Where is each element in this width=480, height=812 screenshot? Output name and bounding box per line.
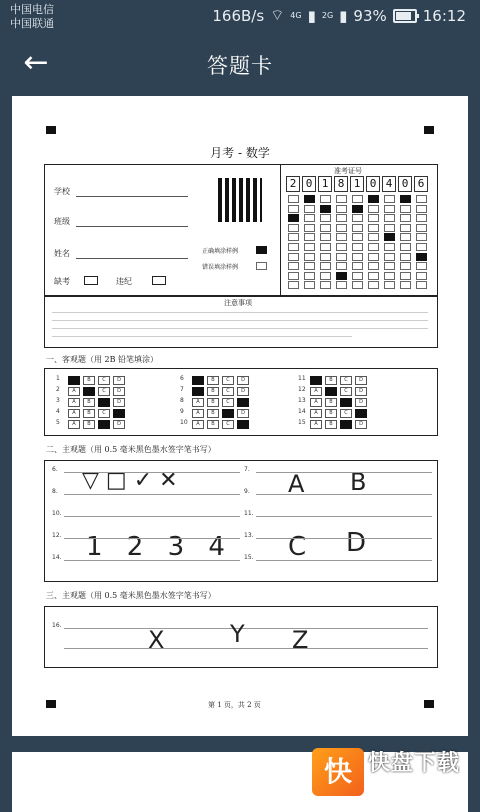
app-bar — [0, 36, 480, 92]
row-label: 10. — [52, 510, 62, 517]
answer-bubble: B — [83, 398, 95, 407]
ticket-bubble — [416, 262, 427, 270]
ticket-bubble — [320, 272, 331, 280]
correct-fill-sample — [256, 246, 267, 254]
answer-bubble: C — [98, 387, 110, 396]
answer-line — [256, 560, 432, 561]
ticket-bubble — [368, 205, 379, 213]
ticket-bubble — [320, 262, 331, 270]
answer-bubble — [192, 387, 204, 396]
logo-tagline: 绿色 · 安全 · 高速 — [370, 780, 450, 791]
ticket-bubble — [288, 233, 299, 241]
handwriting-q7b: B — [350, 468, 367, 496]
question-number: 9 — [180, 408, 184, 415]
absent-label: 缺考 — [54, 277, 70, 286]
ticket-bubble — [416, 281, 427, 289]
exam-title: 月考 - 数学 — [210, 146, 270, 160]
answer-bubble: C — [222, 387, 234, 396]
ticket-bubble — [384, 214, 395, 222]
ticket-bubble — [288, 205, 299, 213]
qr-code — [218, 178, 262, 222]
ticket-bubble — [416, 272, 427, 280]
arrow-left-icon[interactable]: ← — [23, 45, 49, 80]
ticket-bubble — [336, 233, 347, 241]
answer-bubble: D — [113, 420, 125, 429]
handwriting-q13b: D — [346, 528, 367, 558]
ticket-bubble — [384, 243, 395, 251]
corner-mark — [424, 700, 434, 708]
violation-box — [152, 276, 166, 285]
question-number: 10 — [180, 419, 188, 426]
ticket-bubble — [416, 233, 427, 241]
row-label: 12. — [52, 532, 62, 539]
ticket-bubble — [288, 195, 299, 203]
answer-line — [64, 472, 240, 473]
handwriting-q6: ▽ □ ✓ ✕ — [82, 468, 178, 493]
ticket-bubble — [400, 214, 411, 222]
answer-bubble: B — [325, 409, 337, 418]
ticket-bubble — [304, 262, 315, 270]
row-label: 14. — [52, 554, 62, 561]
answer-bubble — [237, 420, 249, 429]
row-label: 6. — [52, 466, 58, 473]
answer-line — [64, 560, 240, 561]
ticket-bubble — [400, 224, 411, 232]
answer-bubble — [98, 398, 110, 407]
ticket-bubble — [384, 195, 395, 203]
ticket-bubble — [416, 243, 427, 251]
handwriting-q16c: Z — [292, 626, 309, 654]
question-number: 4 — [56, 408, 60, 415]
ticket-bubble — [384, 253, 395, 261]
ticket-bubble — [288, 281, 299, 289]
wrong-fill-label: 错误填涂样例 — [202, 264, 239, 271]
ticket-bubble — [304, 205, 315, 213]
notes-line — [52, 336, 352, 337]
ticket-bubble — [384, 281, 395, 289]
answer-bubble: C — [340, 409, 352, 418]
ticket-bubble — [320, 214, 331, 222]
answer-bubble: A — [68, 409, 80, 418]
answer-bubble: C — [98, 376, 110, 385]
corner-mark — [46, 700, 56, 708]
logo-brand: 快盘下载 — [368, 751, 461, 776]
name-label: 姓名 — [54, 249, 70, 258]
handwriting-q16b: Y — [230, 620, 245, 648]
ticket-bubble — [400, 195, 411, 203]
answer-bubble — [355, 409, 367, 418]
answer-bubble: A — [192, 409, 204, 418]
answer-line — [64, 628, 428, 629]
ticket-bubble — [368, 253, 379, 261]
ticket-bubble — [288, 262, 299, 270]
question-number: 2 — [56, 386, 60, 393]
status-bar — [0, 0, 480, 36]
notes-line — [52, 328, 428, 329]
row-label: 13. — [244, 532, 254, 539]
net2-icon: 2G — [321, 11, 334, 20]
ticket-bubble — [368, 281, 379, 289]
ticket-bubble — [352, 214, 363, 222]
answer-bubble: B — [325, 376, 337, 385]
answer-bubble: D — [237, 387, 249, 396]
answer-bubble: D — [237, 376, 249, 385]
ticket-bubble — [400, 281, 411, 289]
correct-fill-label: 正确填涂样例 — [202, 248, 239, 255]
ticket-bubble — [384, 272, 395, 280]
ticket-bubble — [336, 205, 347, 213]
ticket-bubble — [288, 224, 299, 232]
answer-line — [64, 538, 240, 539]
name-line — [76, 258, 188, 259]
row-label: 9. — [244, 488, 250, 495]
answer-bubble: B — [325, 420, 337, 429]
answer-bubble: C — [98, 409, 110, 418]
ticket-bubble — [304, 253, 315, 261]
ticket-bubble — [400, 262, 411, 270]
question-number: 15 — [298, 419, 306, 426]
logo-mark: 快 — [312, 748, 364, 796]
question-number: 8 — [180, 397, 184, 404]
answer-bubble: A — [68, 398, 80, 407]
ticket-bubble — [384, 262, 395, 270]
ticket-bubble — [384, 224, 395, 232]
absent-box — [84, 276, 98, 285]
row-label: 7. — [244, 466, 250, 473]
answer-line — [256, 538, 432, 539]
ticket-bubble — [336, 281, 347, 289]
ticket-bubble — [400, 205, 411, 213]
answer-bubble: C — [340, 376, 352, 385]
ticket-bubble — [368, 243, 379, 251]
answer-bubble: A — [310, 409, 322, 418]
answer-bubble: B — [207, 398, 219, 407]
ticket-bubble — [352, 205, 363, 213]
answer-bubble: C — [222, 376, 234, 385]
ticket-bubble — [384, 233, 395, 241]
ticket-bubble — [384, 205, 395, 213]
ticket-bubble — [320, 195, 331, 203]
ticket-bubble — [352, 243, 363, 251]
row-label: 11. — [244, 510, 254, 517]
answer-bubble: A — [192, 398, 204, 407]
handwriting-q7a: A — [288, 470, 305, 498]
ticket-bubble — [352, 233, 363, 241]
ticket-bubble — [304, 243, 315, 251]
corner-mark — [46, 126, 56, 134]
question-number: 12 — [298, 386, 306, 393]
answer-bubble: D — [355, 376, 367, 385]
answer-bubble: B — [83, 409, 95, 418]
handwriting-q12: 1 2 3 4 — [86, 532, 233, 562]
answer-bubble: D — [113, 376, 125, 385]
notes-line — [52, 312, 428, 313]
answer-bubble — [325, 387, 337, 396]
answer-line — [256, 516, 432, 517]
answer-bubble: A — [310, 420, 322, 429]
ticket-bubble — [352, 253, 363, 261]
handwriting-q13a: C — [288, 532, 307, 562]
answer-bubble — [340, 398, 352, 407]
ticket-bubble — [368, 272, 379, 280]
ticket-bubble — [352, 262, 363, 270]
question-number: 5 — [56, 419, 60, 426]
ticket-bubble — [336, 195, 347, 203]
page-footer: 第 1 页，共 2 页 — [208, 701, 261, 709]
answer-bubble: B — [207, 387, 219, 396]
network-speed: 166B/s — [212, 6, 265, 25]
answer-bubble: B — [83, 376, 95, 385]
ticket-digit: 1 — [318, 176, 332, 192]
answer-bubble: B — [207, 376, 219, 385]
answer-bubble — [340, 420, 352, 429]
row-label: 15. — [244, 554, 254, 561]
answer-bubble: A — [68, 387, 80, 396]
answer-bubble — [83, 387, 95, 396]
ticket-bubble — [400, 233, 411, 241]
question-number: 14 — [298, 408, 306, 415]
answer-bubble — [68, 376, 80, 385]
question-number: 6 — [180, 375, 184, 382]
page-title: 答题卡 — [207, 54, 273, 78]
ticket-bubble — [336, 272, 347, 280]
answer-bubble: C — [222, 398, 234, 407]
ticket-digit: 6 — [414, 176, 428, 192]
ticket-bubble — [304, 214, 315, 222]
ticket-bubble — [320, 253, 331, 261]
class-label: 班级 — [54, 217, 70, 226]
ticket-bubble — [304, 233, 315, 241]
answer-bubble: D — [113, 387, 125, 396]
row-label: 16. — [52, 622, 62, 629]
ticket-digit: 0 — [366, 176, 380, 192]
wifi-icon: ⌔ — [270, 6, 285, 24]
answer-bubble — [192, 376, 204, 385]
net1-icon: 4G — [290, 11, 302, 20]
school-label: 学校 — [54, 187, 70, 196]
school-line — [76, 196, 188, 197]
ticket-label: 准考证号 — [334, 167, 362, 175]
question-number: 11 — [298, 375, 306, 382]
handwriting-q16a: X — [148, 626, 165, 654]
clock: 16:12 — [422, 6, 466, 25]
battery-percent: 93% — [353, 6, 387, 25]
answer-line — [64, 516, 240, 517]
ticket-bubble — [336, 214, 347, 222]
question-number: 7 — [180, 386, 184, 393]
ticket-bubble — [400, 243, 411, 251]
corner-mark — [424, 126, 434, 134]
violation-label: 违纪 — [116, 277, 132, 286]
ticket-bubble — [416, 195, 427, 203]
question-number: 1 — [56, 375, 60, 382]
row-label: 8. — [52, 488, 58, 495]
carrier-2: 中国联通 — [10, 17, 54, 30]
ticket-digit: 0 — [398, 176, 412, 192]
answer-bubble — [237, 398, 249, 407]
answer-bubble — [222, 409, 234, 418]
signal-icon: ▮ — [307, 6, 316, 25]
answer-bubble: B — [83, 420, 95, 429]
ticket-bubble — [352, 195, 363, 203]
ticket-bubble — [352, 272, 363, 280]
answer-bubble — [113, 409, 125, 418]
ticket-bubble — [336, 253, 347, 261]
ticket-digit: 1 — [350, 176, 364, 192]
answer-bubble: B — [207, 409, 219, 418]
ticket-bubble — [288, 214, 299, 222]
ticket-bubble — [368, 233, 379, 241]
answer-bubble: A — [192, 420, 204, 429]
ticket-bubble — [320, 233, 331, 241]
signal-icon-2: ▮ — [339, 6, 348, 25]
answer-bubble — [98, 420, 110, 429]
ticket-bubble — [336, 243, 347, 251]
ticket-bubble — [320, 205, 331, 213]
section1-title: 一、客观题（用 2B 铅笔填涂） — [46, 355, 159, 364]
answer-bubble: C — [222, 420, 234, 429]
ticket-bubble — [368, 224, 379, 232]
answer-sheet — [12, 96, 468, 736]
notes-title: 注意事项 — [224, 299, 252, 307]
ticket-digit: 2 — [286, 176, 300, 192]
watermark-logo — [312, 744, 478, 800]
answer-bubble: D — [113, 398, 125, 407]
notes-line — [52, 320, 428, 321]
answer-bubble: D — [355, 387, 367, 396]
ticket-bubble — [352, 224, 363, 232]
ticket-bubble — [368, 195, 379, 203]
answer-bubble: A — [310, 387, 322, 396]
ticket-bubble — [416, 253, 427, 261]
ticket-bubble — [336, 224, 347, 232]
wrong-fill-sample — [256, 262, 267, 270]
ticket-bubble — [400, 253, 411, 261]
ticket-bubble — [320, 281, 331, 289]
ticket-digit: 8 — [334, 176, 348, 192]
class-line — [76, 226, 188, 227]
ticket-bubble — [400, 272, 411, 280]
section3-title: 三、主观题（用 0.5 毫米黑色墨水签字笔书写） — [46, 591, 216, 600]
carrier-1: 中国电信 — [10, 3, 54, 16]
answer-bubble: C — [340, 387, 352, 396]
ticket-bubble — [320, 243, 331, 251]
question-number: 3 — [56, 397, 60, 404]
answer-bubble: A — [310, 398, 322, 407]
status-right — [212, 6, 466, 25]
ticket-digit: 4 — [382, 176, 396, 192]
ticket-bubble — [304, 281, 315, 289]
answer-bubble: D — [355, 420, 367, 429]
answer-bubble: B — [325, 398, 337, 407]
answer-bubble: A — [68, 420, 80, 429]
ticket-bubble — [288, 243, 299, 251]
ticket-bubble — [416, 214, 427, 222]
answer-bubble: B — [207, 420, 219, 429]
ticket-bubble — [368, 262, 379, 270]
answer-bubble — [310, 376, 322, 385]
section2-title: 二、主观题（用 0.5 毫米黑色墨水签字笔书写） — [46, 445, 216, 454]
ticket-bubble — [368, 214, 379, 222]
ticket-bubble — [416, 205, 427, 213]
answer-line — [256, 472, 432, 473]
ticket-bubble — [336, 262, 347, 270]
ticket-bubble — [352, 281, 363, 289]
answer-line — [64, 494, 240, 495]
ticket-digit: 0 — [302, 176, 316, 192]
question-number: 13 — [298, 397, 306, 404]
answer-bubble: D — [237, 409, 249, 418]
answer-line — [256, 494, 432, 495]
ticket-bubble — [304, 224, 315, 232]
ticket-bubble — [320, 224, 331, 232]
ticket-bubble — [416, 224, 427, 232]
carrier-info — [10, 3, 54, 31]
ticket-bubble — [288, 272, 299, 280]
answer-line — [64, 648, 428, 649]
ticket-bubble — [288, 253, 299, 261]
answer-bubble: D — [355, 398, 367, 407]
ticket-bubble — [304, 272, 315, 280]
battery-icon — [393, 9, 417, 23]
ticket-bubble — [304, 195, 315, 203]
